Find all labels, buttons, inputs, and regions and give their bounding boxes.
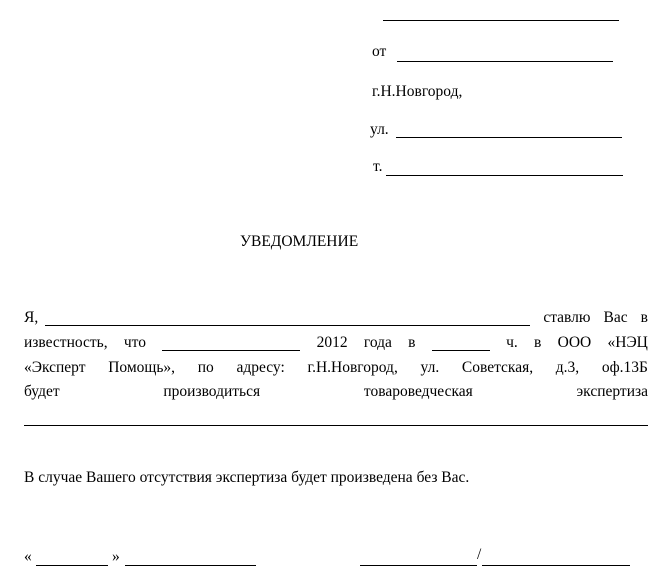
word: известность, [24, 334, 108, 351]
paragraph-line-2 [24, 334, 648, 352]
close-quote: » [112, 548, 120, 565]
absence-notice: В случае Вашего отсутствия экспертиза будет произведена без Вас. [24, 469, 470, 486]
word: в [534, 334, 542, 351]
from-label: от [372, 43, 387, 60]
paragraph-line-4 [24, 383, 648, 401]
word: ч. [506, 334, 518, 351]
street-line[interactable] [396, 137, 622, 138]
document-title: УВЕДОМЛЕНИЕ [240, 233, 359, 250]
paragraph-line-1 [24, 309, 648, 327]
word: «НЭЦ [607, 334, 648, 351]
word: д.3, [555, 359, 580, 376]
signature-line[interactable] [360, 565, 477, 566]
word: Помощь», [108, 359, 176, 376]
addressee-line[interactable] [383, 20, 619, 21]
open-quote: « [24, 548, 32, 565]
expertise-object-line[interactable] [24, 425, 648, 426]
word: года [363, 334, 392, 351]
word: будет [24, 383, 60, 400]
word: г.Н.Новгород, [307, 359, 398, 376]
street-label: ул. [370, 121, 389, 138]
word: что [123, 334, 146, 351]
word: производиться [163, 383, 261, 400]
full-name-blank[interactable] [45, 309, 530, 326]
word: товароведческая [363, 383, 473, 400]
word: ООО [557, 334, 592, 351]
city-text: г.Н.Новгород, [372, 83, 463, 100]
paragraph-line-3 [24, 359, 648, 377]
word: в [408, 334, 416, 351]
word: в [640, 309, 648, 326]
word: 2012 [316, 334, 348, 351]
phone-line[interactable] [386, 175, 623, 176]
word: Вас [603, 309, 628, 326]
word: ул. [420, 359, 440, 376]
word: адресу: [236, 359, 285, 376]
month-year-line[interactable] [125, 565, 256, 566]
phone-label: т. [373, 158, 383, 175]
word: оф.13Б [601, 359, 648, 376]
word: Я, [24, 309, 39, 326]
day-line[interactable] [36, 565, 108, 566]
slash-separator: / [477, 546, 482, 563]
word: по [197, 359, 214, 376]
time-blank[interactable] [432, 334, 490, 351]
signature-name-line[interactable] [482, 565, 630, 566]
word: «Эксперт [24, 359, 86, 376]
word: экспертиза [576, 383, 648, 400]
from-line[interactable] [397, 61, 613, 62]
date-blank[interactable] [162, 334, 300, 351]
word: ставлю [543, 309, 591, 326]
word: Советская, [461, 359, 534, 376]
